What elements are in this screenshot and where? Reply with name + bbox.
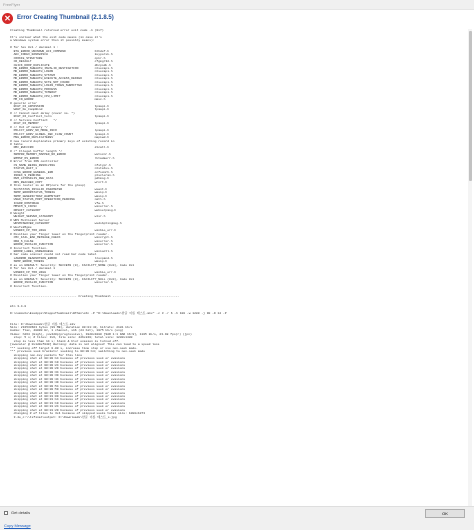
dialog-title: Error Creating Thumbnail (2.1.8.5) (17, 15, 114, 21)
ok-button[interactable]: OK (425, 509, 465, 518)
error-icon: ✕ (2, 13, 13, 24)
error-log-text: Creating Thumbnail returned error exit code -1 (0x?) It's unclear what the exit code means (in case it's a Windows system error then it possibly means): # for hex 0x1 / decimal 1 : BTH_ERROR_UNKNOWN_HCI_COMMAND bthdef.h ADC_INDEX_RANKWISCH kuyporsk.h COOKIE_STRUCTURE cpkr.h CR_DEFAULT cfgmgr32.h CHICK_DROP_DUPLICATE dhcpsdk.h MD_ERROR_SUBAUTH_INVALID_DESTINATION ntsecapi.h MD_ERROR_SUBAUTH_LOGON ntsecapi.h MD_ERROR_SUBAUTH_SYSTEM ntsecapi.h MD_ERROR_SUBAUTH_EXECUTE_ACCESS_DENIED ntsecapi.h MD_ERROR_SUBAUTH_SITE_NOT_FOUND ntsecapi.h MD_ERROR_SUBAUTH_LOGIN_TOKEN_SUBMITTED ntsecapi.h MD_ERROR_SUBAUTH_PROCESS ntsecapi.h MD_ERROR_SUBAUTH_TIMEOUT ntsecapi.h MD_ERROR_SUBAUTH_CPU_LIMIT ntsecapi.h MM_IN_ERROR mmsc.h # generic error RCHT_DI_ADMISSION tpmapi.h WAHT_Do_CompBind tpmapi.h # // Cannot meet delay (cover no. *) RCHT_DI_Conflict_term tpmapi.h # // Service Conflict */ RCHT_DI_MEMORY tpmapi.h # // Out of memory */ POLICY_ERRV_NO_MORE_INFO lpmapi.h POLICY_ERRV_GLOBAL_DEF_FLOW_COUNT lpmapi.h MSG_ERROR_DUPLICATEREV mapiwd.h # new record duplicates primary keys of existing record in # table NMC_BUFCIRN dlcatl.h # /* Illegal buffer length */ SNMPDR_MEMORY_MAPPED_NO_ERROR wstscnr.h EMMSP_OS_ERROR rktadaerr.h # Error from ION controller CS_NAME_BEING_RESOLVING nfstypr.h STATUS_WAIT_1 ntstatus.h CCNG_ERROR_GENERAL_ERR ccfscmrh.h INDEX_S_PENDING ptsclermn.h PEM_LOTRSDLIS_NEW_DATA pdhmsg.h NRS_REACHED_COPY wrnrt.h # this router is an RP(core for the group) SCCSTATUS_INVALID_PARAMETER wswnt.h SNMP_ERRORSTATUS_TOOBIG wmsip.h SNMP_GENERICTRAP_WARMSTART wmsip.h USED_STATUS_PORT_OPERATION_PENDING nmtl.h ICERR_DONTDRAW vfw.h MMSIM_S_INCSC winerror.h NOSUIT_CATEGORY webserpmsg.h # Weight WEIGHT_SERVER_CATEGORY wlsr.h # WDS Multicast Server WDSMCSERVER_CATEGORY wsdsbptingmsg.h # WeeTekMgme WINBIO_FP_TOO_HIGH winbio_err.h # Position your finger lower on the fingerprint reader. CMC_FAIL_BAD_MESSAGE_CHECK wincrypt.h DRW_S_FALSE winerror.h ERROR_INVALID_FUNCTION winerror.h # Incorrect function. ERROR_LABEL_UNREADABLE winioctl.h # bar code scanner could not read bar code label LZERROR_READNOTRAN_ERROR lzexpand.h SNMP_ERROR_TOOBIG wmsip.h # as an HRESULT: Severity: SUCCESS (0), FACILITY_NONE (0x0), Code 0x1 # for hex 0x1 / decimal 1 WINBIO_FP_TOO_HIGH winbio_err.h # Position your finger lower on the fingerprint reader. # as an HRESULT: Severity: SUCCESS (0), FACILITY_NULL (0x0), Code 0x1 ERROR_INVALID_FUNCTION winerror.h # Incorrect function. ------------------------------------- Creating Thumbnail ------------------------------------- mtn 3.4.0 D:\commute\ExeApps\StoppeThumbnail\WThmn\mtn -P "D:\Downloads\한글 이름 테스트.mkv" -c 3 -r 6 -h 100 -w 1280 -j 90 -D 12 -P File: D:\Downloads\한글 이름 테스트.mkv Size: 234533663 bytes (99 MB), duration 00:01:43, bitrate: 2181 kb/s Audio: flac, 48000 Hz, 1 channel, s16 (24 bit), 1075 kb/s (eng) Video: h264 (High), yuv420p(progressive), 1920x1080 [SAR 1:1 DAR 16:9], 1105 kb/s, 23.98 fps(r) (jpn) step: 5 s; # tiles: 3x6, tile size: 426x240; total size: 1280x1480 step is less than 14 s; blank & blur evasion is turned off. [swscaler @ 0x1d0ef040] Warning: data is not aligned! This can lead to a speed loss *** seeking off target 0.00 s, increase time step or use non-seek mode. *** previous seek brackets! seeking to 00:00:14; switching to non-seek mode skipping non-key packets for this line skipping shot at 00:00:14 because of previous seek or evasions skipping shot at 00:00:19 because of previous seek or evasions skipping shot at 00:00:24 because of previous seek or evasions skipping shot at 00:00:29 because of previous seek or evasions skipping shot at 00:00:34 because of previous seek or evasions skipping shot at 00:00:39 because of previous seek or evasions skipping shot at 00:00:44 because of previous seek or evasions skipping shot at 00:00:49 because of previous seek or evasions skipping shot at 00:00:54 because of previous seek or evasions skipping shot at 00:00:59 because of previous seek or evasions skipping shot at 00:01:04 because of previous seek or evasions skipping shot at 00:01:09 because of previous seek or evasions skipping shot at 00:01:14 because of previous seek or evasions skipping shot at 00:01:19 because of previous seek or evasions skipping shot at 00:01:24 because of previous seek or evasions skipping shot at 00:01:29 because of previous seek or evasions changing # of tiles to 3x4 because of skipped seeks total size: 1080x1073 3.4e_c:\\tsfinal\output: D:\Downloads\한글 이름 테스트_s.jpg (10, 29, 227, 419)
scrollbar-thumb[interactable] (469, 31, 472, 181)
dialog-footer (0, 506, 474, 530)
error-log-area[interactable] (10, 29, 465, 519)
details-checkbox[interactable] (4, 511, 8, 515)
error-dialog (0, 9, 474, 518)
details-checkbox-label: Get details (11, 510, 31, 515)
dialog-header (2, 12, 114, 24)
copy-message-link[interactable]: Copy Message (4, 523, 31, 528)
window-title: FreeFlyer (3, 2, 21, 7)
window-titlebar (0, 0, 474, 9)
vertical-scrollbar[interactable] (468, 29, 472, 519)
